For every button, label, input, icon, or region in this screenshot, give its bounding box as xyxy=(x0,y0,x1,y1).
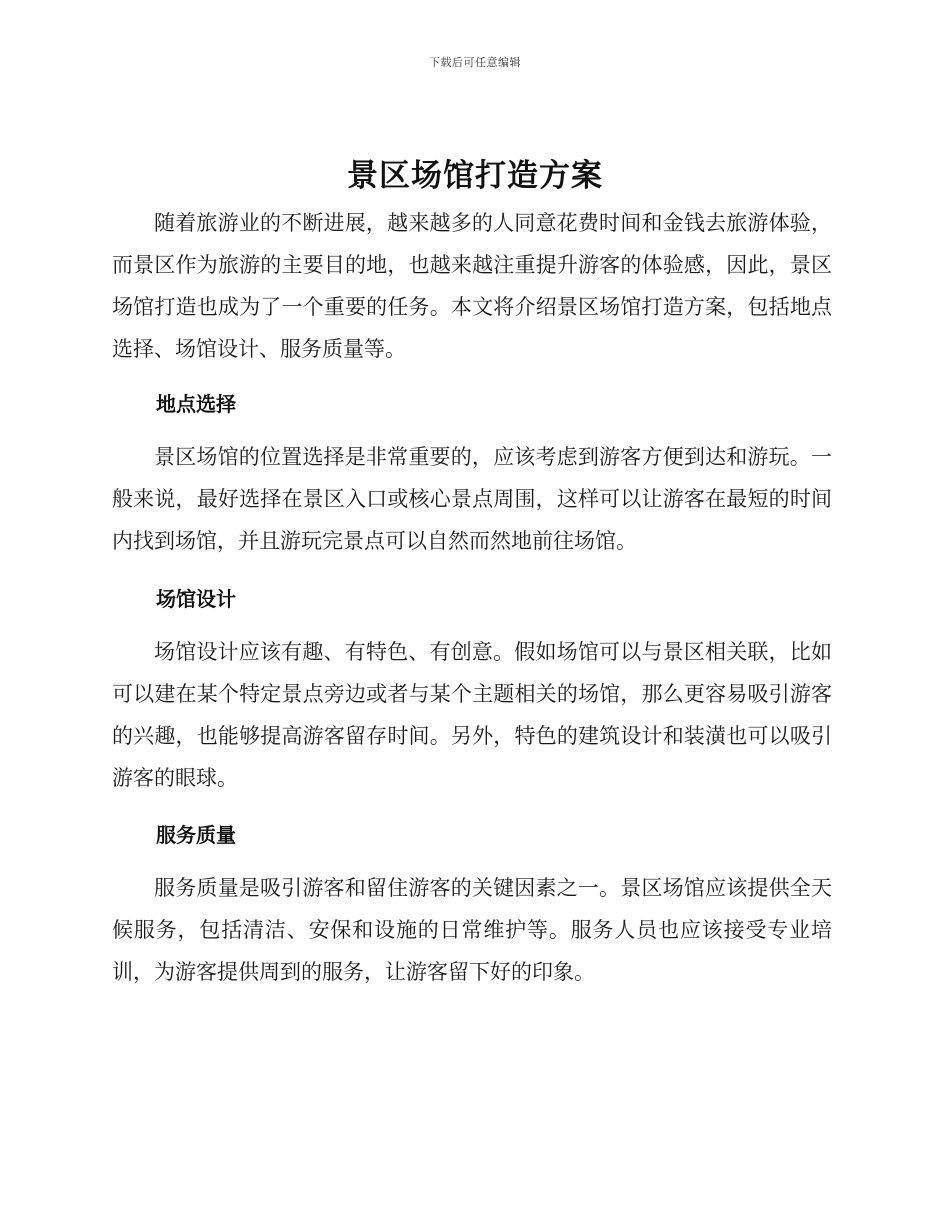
section-heading-service: 服务质量 xyxy=(156,823,236,847)
section-paragraph-location: 景区场馆的位置选择是非常重要的，应该考虑到游客方便到达和游玩。一般来说，最好选择在景区入口或核心景点周围，这样可以让游客在最短的时间内找到场馆，并且游玩完景点可以自然而然地前往场馆。 xyxy=(112,445,832,553)
section-paragraph-design: 场馆设计应该有趣、有特色、有创意。假如场馆可以与景区相关联，比如可以建在某个特定景点旁边或者与某个主题相关的场馆，那么更容易吸引游客的兴趣，也能够提高游客留存时间。另外，特色的建筑设计和装潢也可以吸引游客的眼球。 xyxy=(112,640,832,790)
section-heading-location: 地点选择 xyxy=(156,392,236,416)
section-heading-design: 场馆设计 xyxy=(156,587,236,611)
intro-paragraph: 随着旅游业的不断进展，越来越多的人同意花费时间和金钱去旅游体验，而景区作为旅游的主要目的地，也越来越注重提升游客的体验感，因此，景区场馆打造也成为了一个重要的任务。本文将介绍景区场馆打造方案，包括地点选择、场馆设计、服务质量等。 xyxy=(112,211,832,361)
section-paragraph-service: 服务质量是吸引游客和留住游客的关键因素之一。景区场馆应该提供全天候服务，包括清洁、安保和设施的日常维护等。服务人员也应该接受专业培训，为游客提供周到的服务，让游客留下好的印象。 xyxy=(112,876,832,984)
header-note: 下载后可任意编辑 xyxy=(429,56,521,69)
page-title: 景区场馆打造方案 xyxy=(347,158,603,194)
